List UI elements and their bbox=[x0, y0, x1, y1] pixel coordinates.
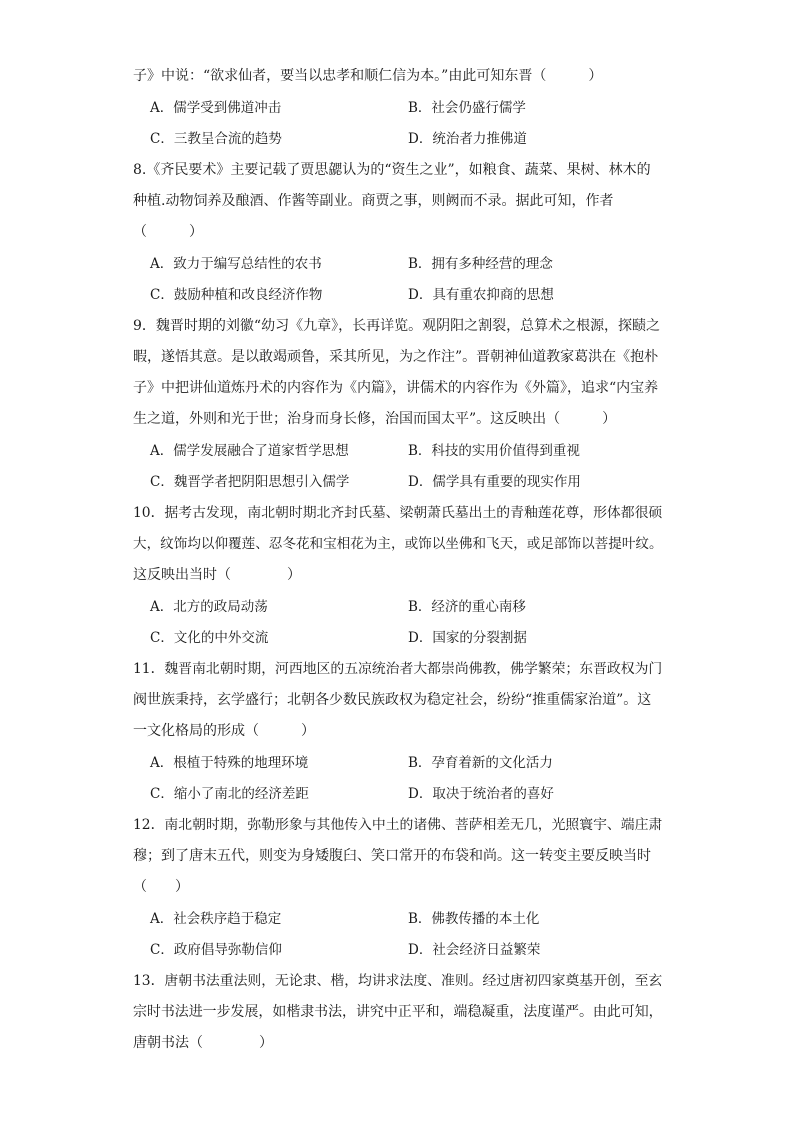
q10-option-d: D．国家的分裂割据 bbox=[408, 630, 527, 646]
q12-option-b: B．佛教传播的本土化 bbox=[408, 911, 540, 927]
q12-option-d: D．社会经济日益繁荣 bbox=[408, 942, 541, 958]
q9-option-a: A．儒学发展融合了道家哲学思想 bbox=[150, 443, 349, 459]
q9-option-b: B．科技的实用价值得到重视 bbox=[408, 443, 580, 459]
q7-stem-line-1: 子》中说：“欲求仙者，要当以忠孝和顺仁信为本。”由此可知东晋（ ） bbox=[133, 68, 603, 84]
q8-option-b: B．拥有多种经营的理念 bbox=[408, 256, 553, 272]
q7-option-d: D．统治者力推佛道 bbox=[408, 131, 527, 147]
q13-stem-line-2: 宗时书法进一步发展，如楷隶书法，讲究中正平和，端稳凝重，法度谨严。由此可知， bbox=[133, 1004, 663, 1020]
q9-stem-line-1: 9．魏晋时期的刘徽“幼习《九章》，长再详览。观阴阳之割裂，总算术之根源，探赜之 bbox=[133, 318, 661, 334]
q7-option-a: A．儒学受到佛道冲击 bbox=[150, 100, 282, 116]
q10-option-b: B．经济的重心南移 bbox=[408, 599, 526, 615]
q10-option-a: A．北方的政局动荡 bbox=[150, 599, 268, 615]
q7-option-b: B．社会仍盛行儒学 bbox=[408, 100, 526, 116]
q8-option-a: A．致力于编写总结性的农书 bbox=[150, 256, 322, 272]
q8-stem-line-1: 8.《齐民要术》主要记载了贾思勰认为的“资生之业”，如粮食、蔬菜、果树、林木的 bbox=[133, 162, 651, 178]
q7-option-c: C．三教呈合流的趋势 bbox=[150, 131, 282, 147]
q10-stem-line-3: 这反映出当时（ ） bbox=[133, 567, 301, 583]
q11-option-a: A．根植于特殊的地理环境 bbox=[150, 755, 309, 771]
q9-stem-line-2: 暇，遂悟其意。是以敢竭顽鲁，采其所见，为之作注”。晋朝神仙道教家葛洪在《抱朴 bbox=[133, 349, 659, 365]
q11-option-d: D．取决于统治者的喜好 bbox=[408, 786, 554, 802]
q8-option-c: C．鼓励种植和改良经济作物 bbox=[150, 287, 323, 303]
q12-option-a: A．社会秩序趋于稳定 bbox=[150, 911, 282, 927]
q12-stem-line-2: 穆；到了唐末五代，则变为身矮腹臼、笑口常开的布袋和尚。这一转变主要反映当时 bbox=[133, 848, 651, 864]
q10-stem-line-1: 10．据考古发现，南北朝时期北齐封氏墓、梁朝萧氏墓出土的青釉莲花尊，形体都很硕 bbox=[133, 505, 663, 521]
q11-stem-line-2: 阀世族秉持，玄学盛行；北朝各少数民族政权为稳定社会，纷纷“推重儒家治道”。这 bbox=[133, 692, 652, 708]
q9-stem-line-4: 生之道，外则和光于世；治身而身长修，治国而国太平”。这反映出（ ） bbox=[133, 411, 617, 427]
q11-option-b: B．孕育着新的文化活力 bbox=[408, 755, 553, 771]
q8-stem-line-2: 种植.动物饲养及酿酒、作酱等副业。商贾之事，则阙而不录。据此可知，作者 bbox=[133, 193, 614, 209]
q12-stem-line-3: （ ） bbox=[133, 879, 189, 895]
q10-stem-line-2: 大，纹饰均以仰覆莲、忍冬花和宝相花为主，或饰以坐佛和飞天，或足部饰以菩提叶纹。 bbox=[133, 536, 663, 552]
q9-stem-line-3: 子》中把讲仙道炼丹术的内容作为《内篇》，讲儒术的内容作为《外篇》，追求“内宝养 bbox=[133, 380, 659, 396]
q8-stem-line-3: （ ） bbox=[133, 224, 203, 240]
q12-option-c: C．政府倡导弥勒信仰 bbox=[150, 942, 282, 958]
q11-stem-line-1: 11．魏晋南北朝时期，河西地区的五凉统治者大都崇尚佛教，佛学繁荣；东晋政权为门 bbox=[133, 661, 663, 677]
q12-stem-line-1: 12．南北朝时期，弥勒形象与其他传入中土的诸佛、菩萨相差无几，光照寰宇、端庄肃 bbox=[133, 817, 663, 833]
q13-stem-line-3: 唐朝书法（ ） bbox=[133, 1035, 273, 1051]
q8-option-d: D．具有重农抑商的思想 bbox=[408, 287, 554, 303]
q10-option-c: C．文化的中外交流 bbox=[150, 630, 269, 646]
q13-stem-line-1: 13．唐朝书法重法则，无论隶、楷，均讲求法度、准则。经过唐初四家奠基开创，至玄 bbox=[133, 973, 663, 989]
q9-option-d: D．儒学具有重要的现实作用 bbox=[408, 474, 581, 490]
q11-stem-line-3: 一文化格局的形成（ ） bbox=[133, 723, 315, 739]
q9-option-c: C．魏晋学者把阴阳思想引入儒学 bbox=[150, 474, 350, 490]
q11-option-c: C．缩小了南北的经济差距 bbox=[150, 786, 309, 802]
